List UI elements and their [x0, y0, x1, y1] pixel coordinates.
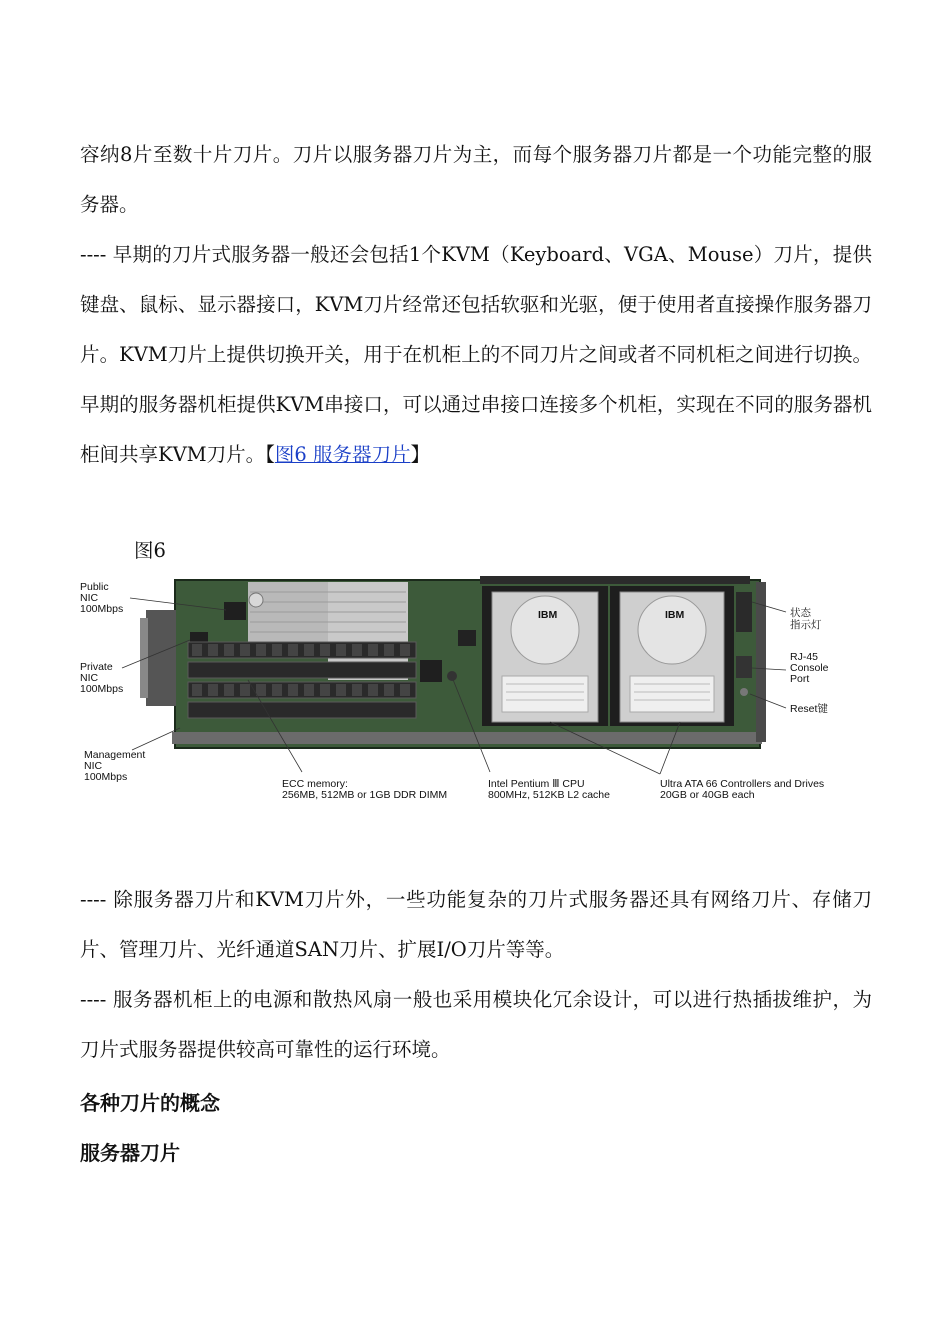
link-bracket-close: 】 — [410, 443, 431, 466]
server-blade-figure — [80, 572, 870, 808]
cpu-label: Intel Pentium Ⅲ CPU 800MHz, 512KB L2 cache — [488, 778, 610, 801]
drive-1-brand: IBM — [538, 609, 558, 621]
drive-2-brand: IBM — [665, 609, 685, 621]
ata-drives-label: Ultra ATA 66 Controllers and Drives 20GB or 40GB each — [660, 778, 825, 801]
private-nic-label: Private NIC 100Mbps — [80, 661, 124, 695]
heading-server-blade: 服务器刀片 — [80, 1141, 180, 1165]
heading-blade-concepts: 各种刀片的概念 — [80, 1091, 220, 1115]
reset-label: Reset键 — [790, 703, 828, 715]
figure-caption: 图6 — [134, 539, 166, 562]
rj45-console-label: RJ-45 Console Port — [790, 651, 829, 685]
link-bracket-open: 【 — [265, 443, 275, 466]
management-nic-label: Management NIC 100Mbps — [84, 749, 146, 783]
paragraph-kvm-blade — [80, 230, 872, 480]
blade-board — [140, 576, 766, 748]
public-nic-label: Public NIC 100Mbps — [80, 581, 124, 615]
paragraph-blade-capacity: 容纳8片至数十片刀片。刀片以服务器刀片为主，而每个服务器刀片都是一个功能完整的服务器。 — [80, 143, 872, 216]
paragraph-other-blades: ---- 除服务器刀片和KVM刀片外，一些功能复杂的刀片式服务器还具有网络刀片、存储刀片、管理刀片、光纤通道SAN刀片、扩展I/O刀片等等。 — [80, 888, 872, 961]
paragraph-power-cooling: ---- 服务器机柜上的电源和散热风扇一般也采用模块化冗余设计，可以进行热插拔维护，为刀片式服务器提供较高可靠性的运行环境。 — [80, 988, 872, 1061]
figure-6-link[interactable]: 图6 服务器刀片 — [274, 443, 411, 466]
status-led-label: 状态 指示灯 — [790, 607, 822, 631]
ecc-memory-label: ECC memory: 256MB, 512MB or 1GB DDR DIMM — [282, 778, 448, 801]
paragraph-kvm-text: ---- 早期的刀片式服务器一般还会包括1个KVM（Keyboard、VGA、Mouse）刀片，提供键盘、鼠标、显示器接口，KVM刀片经常还包括软驱和光驱，便于使用者直接操作服务器刀片。KVM刀片上提供切换开关，用于在机柜上的不同刀片之间或者不同机柜之间进行切换。早期的服务器机柜提供KVM串接口，可以通过串接口连接多个机柜，实现在不同的服务器机柜间共享KVM刀片。 — [80, 243, 872, 466]
